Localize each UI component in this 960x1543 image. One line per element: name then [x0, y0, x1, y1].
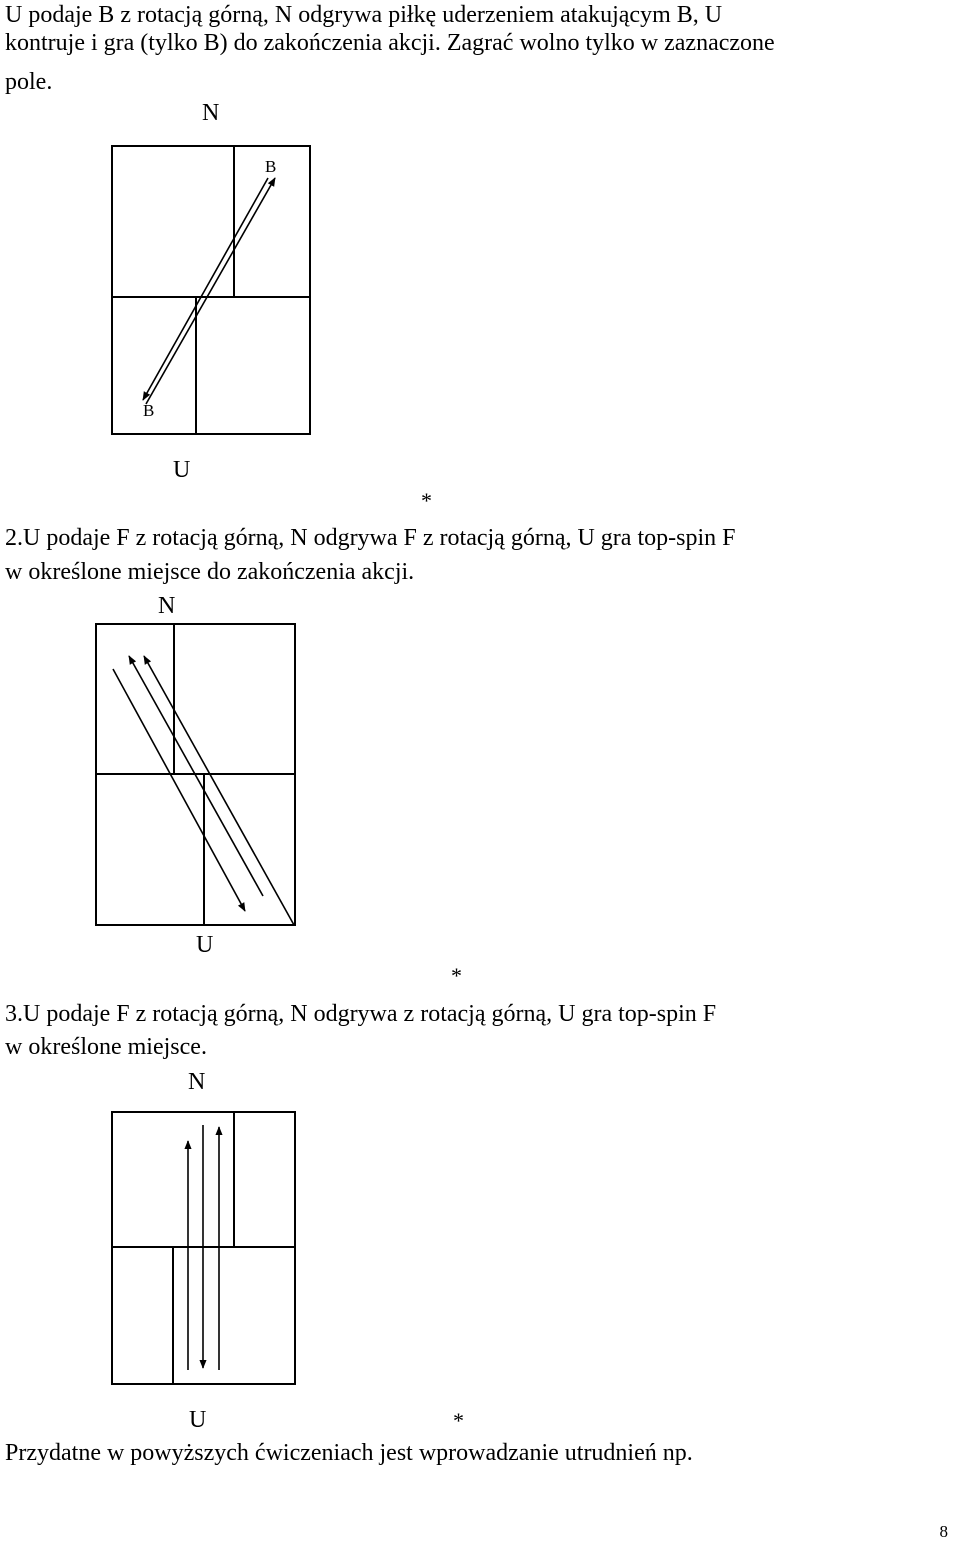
- separator-1: *: [421, 488, 432, 513]
- separator-3: *: [453, 1408, 464, 1433]
- separator-2: *: [451, 963, 462, 988]
- diagram1-mark-bottom: B: [143, 401, 155, 420]
- diagram1-top-label: N: [202, 100, 220, 126]
- diagram2-arrow-up-2: [144, 656, 294, 925]
- diagram2-bottom-label: U: [196, 932, 214, 958]
- intro-line-3: pole.: [5, 69, 53, 95]
- exercise3-line-2: w określone miejsce.: [5, 1034, 207, 1060]
- diagram1-mark-top: B: [265, 157, 277, 176]
- diagram2-top-label: N: [158, 593, 176, 619]
- page-number: 8: [939, 1522, 948, 1541]
- diagram3-bottom-label: U: [189, 1407, 207, 1433]
- footer-note: Przydatne w powyższych ćwiczeniach jest wprowadzanie utrudnień np.: [5, 1440, 693, 1466]
- diagram1-ball-paths: [143, 178, 275, 404]
- diagram1-arrow-down: [143, 178, 268, 400]
- diagram1-bottom-label: U: [173, 457, 191, 483]
- diagram1-arrow-up: [146, 178, 275, 404]
- diagram2-arrow-down: [113, 669, 245, 911]
- intro-line-1: U podaje B z rotacją górną, N odgrywa piłkę uderzeniem atakującym B, U: [5, 2, 723, 28]
- exercise2-line-1: 2.U podaje F z rotacją górną, N odgrywa F z rotacją górną, U gra top-spin F: [5, 525, 736, 551]
- diagram3-top-label: N: [188, 1069, 206, 1095]
- exercise3-line-1: 3.U podaje F z rotacją górną, N odgrywa z rotacją górną, U gra top-spin F: [5, 1001, 717, 1027]
- diagram2-arrow-up-1: [129, 656, 263, 896]
- intro-line-2: kontruje i gra (tylko B) do zakończenia akcji. Zagrać wolno tylko w zaznaczone: [5, 30, 775, 56]
- exercise2-line-2: w określone miejsce do zakończenia akcji.: [5, 559, 415, 585]
